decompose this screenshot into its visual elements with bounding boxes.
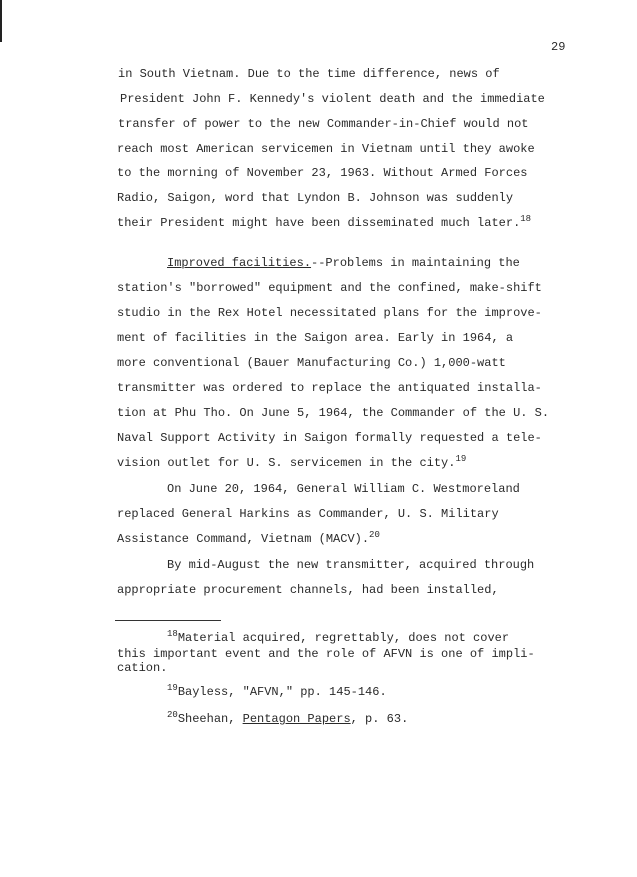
footnote-line <box>167 710 409 726</box>
footnote-line <box>167 629 510 645</box>
body-line <box>117 532 380 546</box>
footnote-number: 20 <box>167 710 178 720</box>
body-text: --Problems in maintaining the <box>311 256 520 270</box>
footnote-line <box>167 683 387 699</box>
footnote-number: 18 <box>167 629 178 639</box>
body-line: more conventional (Bauer Manufacturing Co.) 1,000-watt <box>117 356 506 370</box>
page-number: 29 <box>551 40 566 54</box>
body-line: appropriate procurement channels, had been installed, <box>117 583 499 597</box>
body-line: in South Vietnam. Due to the time difference, news of <box>118 67 500 81</box>
footnote-ref: 19 <box>455 454 467 464</box>
body-text: Assistance Command, Vietnam (MACV). <box>117 532 370 546</box>
body-text: vision outlet for U. S. servicemen in the city. <box>117 456 456 470</box>
body-line: President John F. Kennedy's violent death and the immediate <box>120 92 545 106</box>
footnote-divider <box>115 620 221 621</box>
body-line <box>117 456 466 470</box>
body-line: By mid-August the new transmitter, acquired through <box>167 558 535 572</box>
body-line: replaced General Harkins as Commander, U. S. Military <box>117 507 499 521</box>
body-line: tion at Phu Tho. On June 5, 1964, the Commander of the U. S. <box>117 406 550 420</box>
footnote-text: , p. 63. <box>350 712 409 726</box>
body-line <box>117 216 531 230</box>
body-text: their President might have been disseminated much later. <box>117 216 521 230</box>
body-line: reach most American servicemen in Vietnam until they awoke <box>117 142 535 156</box>
body-line <box>167 256 520 270</box>
body-line: transmitter was ordered to replace the antiquated installa- <box>117 381 542 395</box>
footnote-author: Sheehan, <box>177 712 243 726</box>
footnote-line: cation. <box>117 661 168 675</box>
body-line: ment of facilities in the Saigon area. Early in 1964, a <box>117 331 514 345</box>
body-line: studio in the Rex Hotel necessitated plans for the improve- <box>117 306 542 320</box>
body-line: station's "borrowed" equipment and the confined, make-shift <box>117 281 542 295</box>
footnote-text: Material acquired, regrettably, does not cover <box>177 631 510 645</box>
body-line: transfer of power to the new Commander-in-Chief would not <box>118 117 529 131</box>
section-heading: Improved facilities. <box>167 256 312 270</box>
footnote-ref: 20 <box>369 530 380 540</box>
scan-edge-mark <box>0 0 2 42</box>
footnote-line: this important event and the role of AFVN is one of impli- <box>117 647 535 661</box>
body-line: On June 20, 1964, General William C. Westmoreland <box>167 482 520 496</box>
footnote-ref: 18 <box>520 214 532 224</box>
footnote-title: Pentagon Papers <box>242 712 351 726</box>
body-line: to the morning of November 23, 1963. Without Armed Forces <box>117 166 528 180</box>
body-line: Radio, Saigon, word that Lyndon B. Johnson was suddenly <box>117 191 514 205</box>
footnote-text: Bayless, "AFVN," pp. 145-146. <box>177 685 387 699</box>
body-line: Naval Support Activity in Saigon formally requested a tele- <box>117 431 542 445</box>
footnote-number: 19 <box>167 683 178 693</box>
